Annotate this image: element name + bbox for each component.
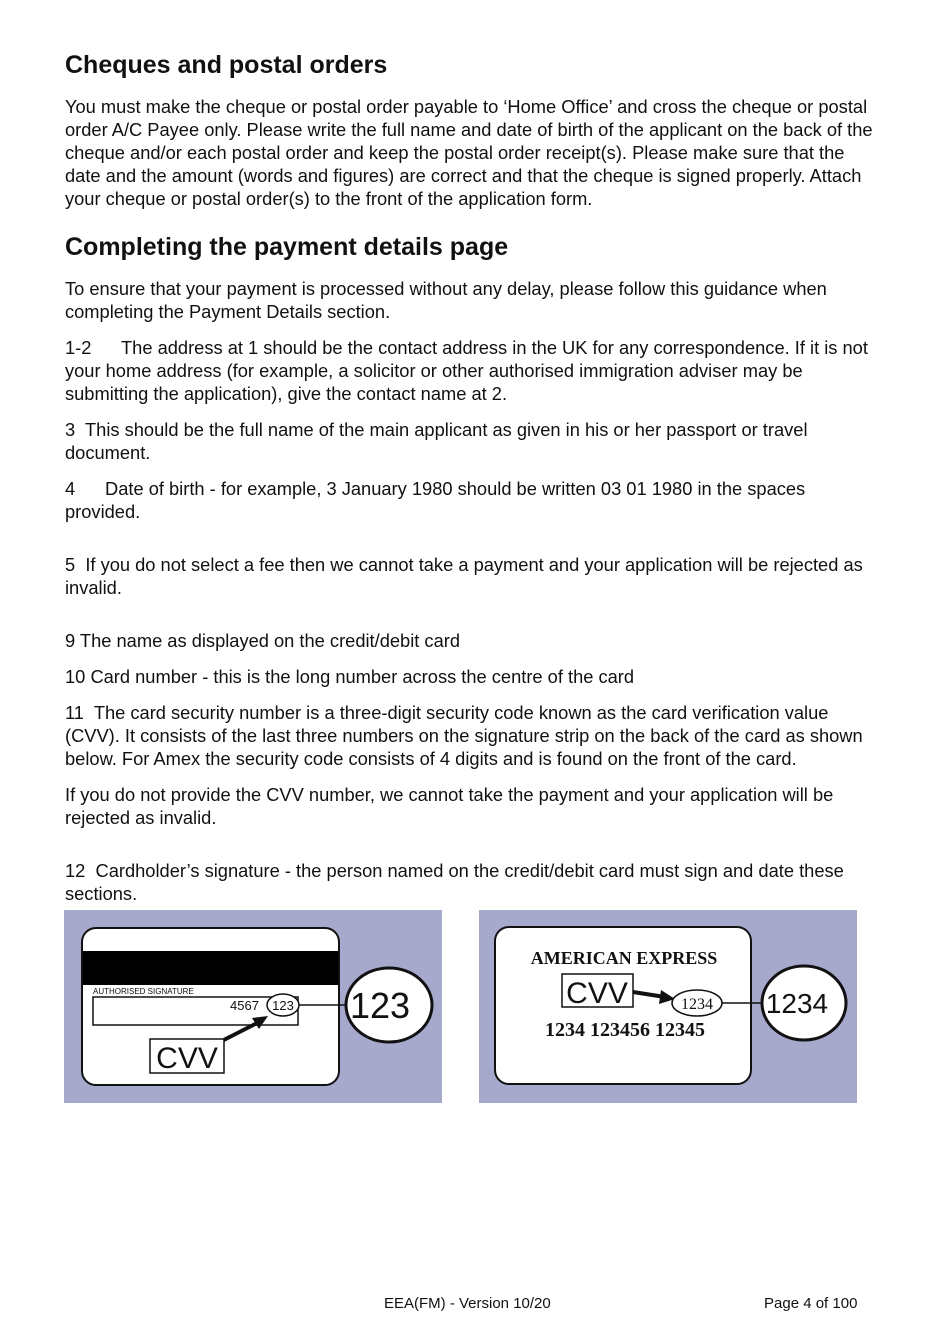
item-text: This should be the full name of the main applicant as given in his or her passport or travel document.: [65, 419, 808, 463]
item-cvv-warning: If you do not provide the CVV number, we cannot take the payment and your application will be rejected as invalid.: [65, 784, 834, 828]
item-text: The card security number is a three-digit security code known as the card verification value (CVV). It consists of the last three numbers on the signature strip on the back of the card as shown below. For Amex the security code consists of 4 digits and is found on the front of the card.: [65, 702, 863, 769]
amex-card-svg: [479, 910, 857, 1103]
item-text: The address at 1 should be the contact address in the UK for any correspondence. If it is not your home address (for example, a solicitor or other authorised immigration adviser may be submitting the application), give the contact name at 2.: [65, 337, 868, 404]
amex-cvv-large-text: 1234: [765, 988, 829, 1019]
magnetic-strip: [83, 951, 338, 985]
item-number: 10: [65, 666, 86, 687]
item-text: Cardholder’s signature - the person named on the credit/debit card must sign and date these sections.: [65, 860, 844, 904]
footer-page-number: Page 4 of 100: [764, 1295, 858, 1312]
amex-cvv-small-text: 1234: [681, 996, 713, 1013]
heading-payment-details: Completing the payment details page: [65, 233, 509, 261]
signature-label: AUTHORISED SIGNATURE: [93, 987, 194, 996]
item-text: The name as displayed on the credit/debit card: [79, 630, 460, 651]
item-12: [65, 859, 885, 905]
amex-brand: AMERICAN EXPRESS: [530, 948, 718, 968]
para-cheques: You must make the cheque or postal order payable to ‘Home Office’ and cross the cheque or postal order A/C Payee only. Please write the full name and date of birth of the applicant on the back of the cheque and/or each postal order and keep the postal order receipt(s). Please make sure that the date and the amount (words and figures) are correct and that the cheque is signed properly. Attach your cheque or postal order(s) to the front of the application form.: [65, 96, 873, 209]
item-text: Card number - this is the long number across the centre of the card: [90, 666, 635, 687]
heading-cheques: Cheques and postal orders: [65, 51, 388, 79]
card-back-svg: [64, 910, 442, 1103]
cvv-label-text: CVV: [156, 1042, 218, 1075]
amex-card-number: 1234 123456 12345: [545, 1019, 705, 1041]
document-body: [65, 49, 885, 918]
item-text: If you do not select a fee then we cannot take a payment and your application will be rejected as invalid.: [65, 554, 863, 598]
item-number: 1-2: [65, 337, 92, 358]
item-1-2: [65, 336, 885, 405]
card-back-illustration: [64, 910, 442, 1103]
cvv-large-text: 123: [349, 985, 411, 1026]
item-number: 9: [65, 630, 76, 651]
amex-cvv-label-text: CVV: [566, 977, 628, 1010]
item-11: [65, 701, 885, 770]
item-4: [65, 477, 885, 523]
strip-digits: 4567: [230, 998, 259, 1013]
item-9: [65, 629, 885, 652]
item-number: 11: [65, 702, 84, 723]
item-3: [65, 418, 885, 464]
amex-card-illustration: [479, 910, 857, 1103]
item-number: 5: [65, 554, 76, 575]
item-text: Date of birth - for example, 3 January 1980 should be written 03 01 1980 in the spaces provided.: [65, 478, 806, 522]
item-number: 4: [65, 478, 76, 499]
cvv-small-text: 123: [272, 998, 294, 1013]
item-10: [65, 665, 885, 688]
footer-version: EEA(FM) - Version 10/20: [384, 1295, 551, 1312]
item-number: 3: [65, 419, 76, 440]
item-number: 12: [65, 860, 86, 881]
item-5: [65, 553, 885, 599]
para-intro: To ensure that your payment is processed without any delay, please follow this guidance when completing the Payment Details section.: [65, 278, 827, 322]
